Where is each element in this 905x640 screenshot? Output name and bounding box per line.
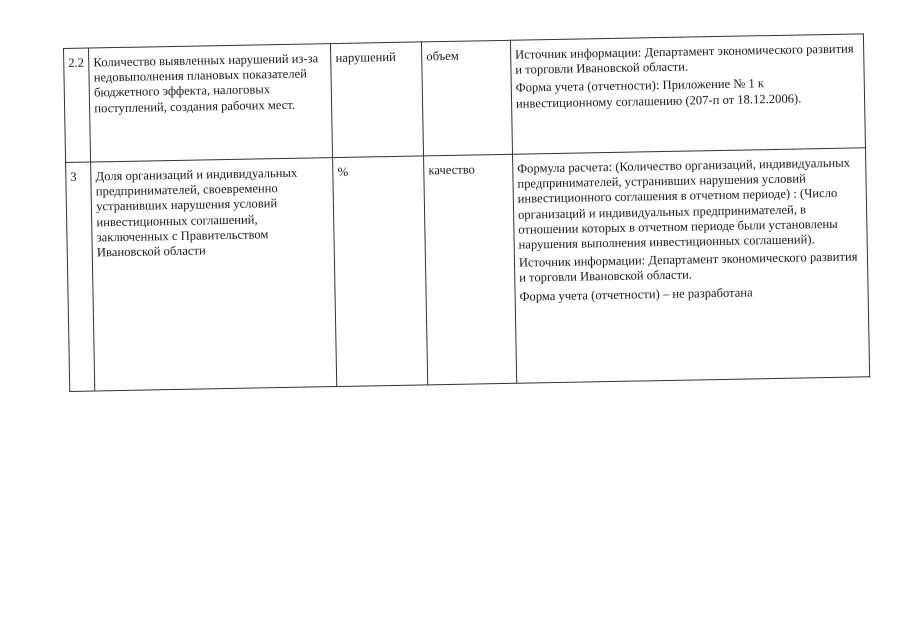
report-form-text: Форма учета (отчетности): Приложение № 1 к инвестиционному соглашению (207-п от 18.12.2006). (515, 76, 802, 111)
row-number: 2.2 (68, 55, 85, 70)
unit-of-measure: нарушений (335, 49, 396, 66)
type-cell (422, 40, 513, 156)
info-source-text: Источник информации: Департамент экономического развития и торговли Ивановской области. (514, 41, 854, 77)
table-row (66, 148, 870, 392)
source-cell (510, 34, 865, 154)
info-source-text: Источник информации: Департамент экономического развития и торговли Ивановской области. (518, 249, 858, 286)
indicators-table (63, 33, 870, 392)
report-form-text: Форма учета (отчетности) – не разработана (519, 285, 753, 304)
indicator-name-cell (89, 44, 333, 162)
row-number: 3 (70, 169, 77, 184)
formula-text: Формула расчета: (Количество организаций, индивидуальных предпринимателей, устранивших нарушения условий инвестиционного соглашения в отчетном периоде) : (Число организаций и индивидуальных предпринимателей, в отношении которых в отчетном периоде были установлены нарушения выполнения инвестиционных соглашений). (517, 155, 851, 252)
table-row (64, 34, 866, 163)
unit-cell (333, 156, 428, 387)
indicator-name: Доля организаций и индивидуальных предпринимателей, своевременно устранивших нарушения условий инвестиционных соглашений, заключенных с Правительством Ивановской области (95, 165, 298, 260)
row-number-cell (64, 48, 91, 162)
indicator-type: качество (428, 162, 476, 178)
unit-cell (331, 42, 424, 158)
source-cell (512, 148, 869, 383)
indicator-name: Количество выявленных нарушений из-за недовыполнения плановых показателей бюджетного эффекта, налоговых поступлений, создания рабочих мест. (93, 51, 319, 116)
indicator-name-cell (91, 158, 337, 391)
type-cell (424, 154, 517, 385)
indicator-type: объем (426, 48, 459, 64)
unit-of-measure: % (337, 164, 349, 179)
scanned-sheet (63, 33, 870, 392)
